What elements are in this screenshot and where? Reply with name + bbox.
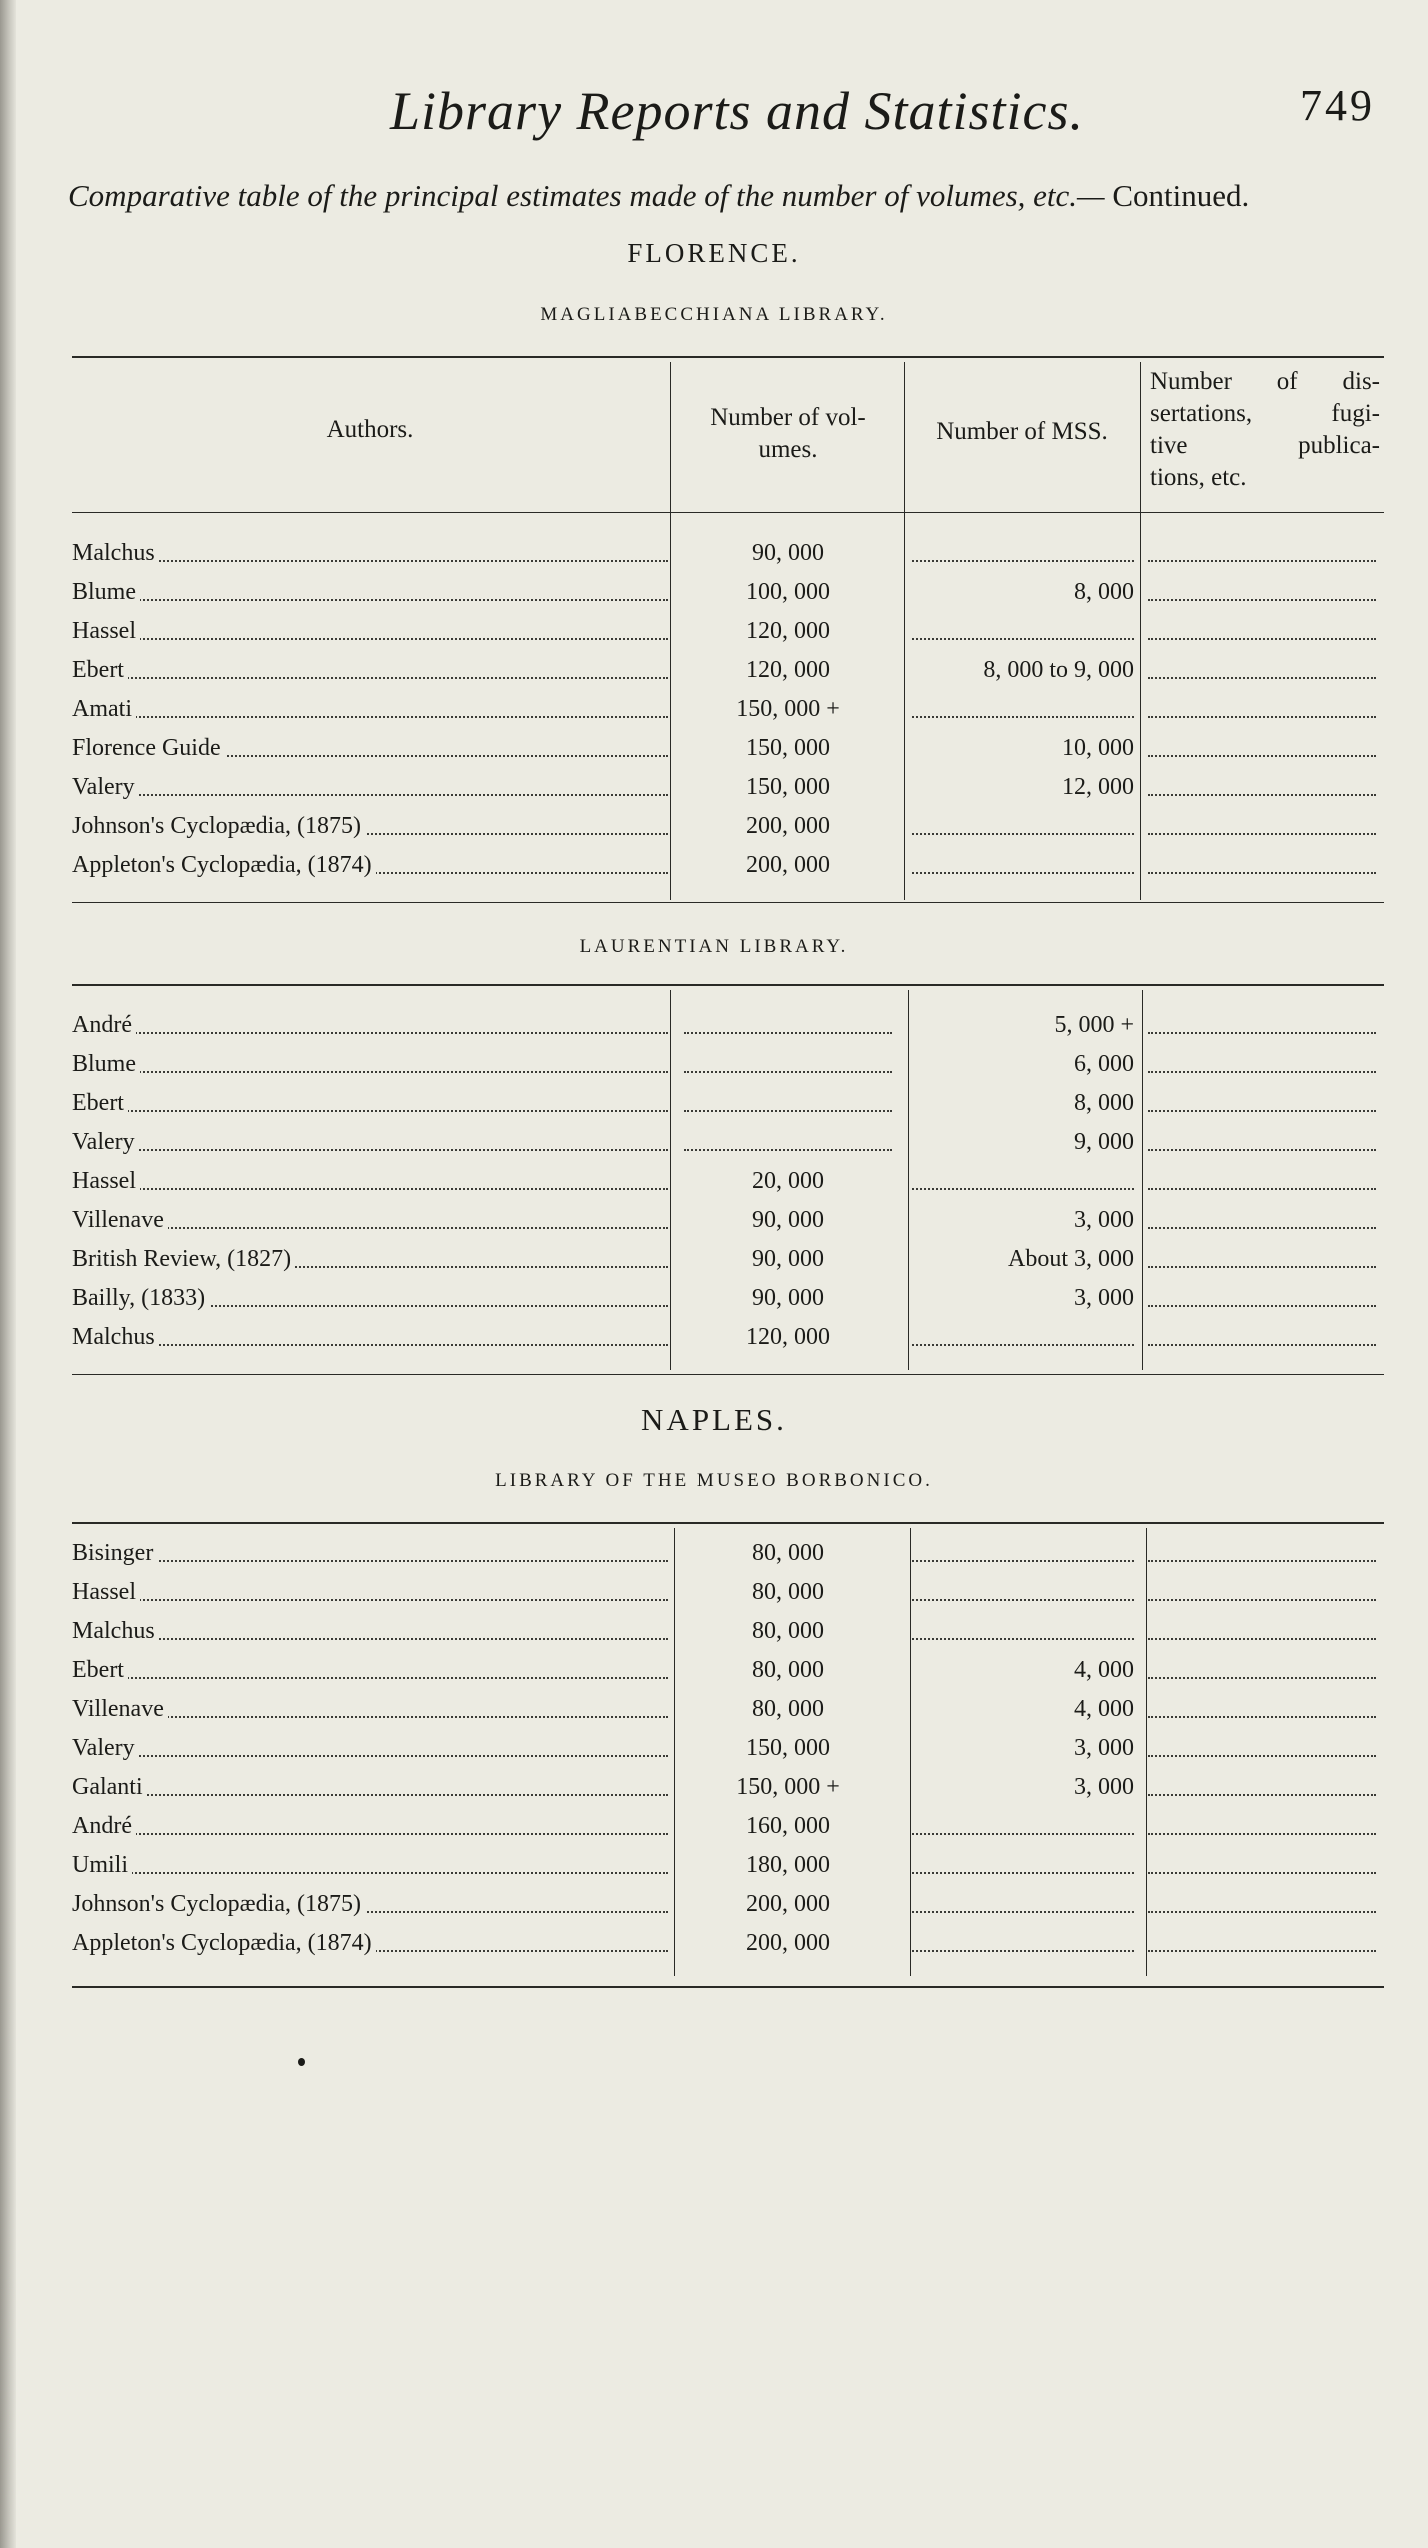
author-cell — [72, 1162, 668, 1200]
table-caption — [68, 178, 1388, 214]
dissertations-cell — [1148, 1084, 1376, 1122]
dissertations-cell — [1148, 1006, 1376, 1044]
volumes-cell: 80, 000 — [752, 1579, 824, 1605]
dotted-leader — [684, 1032, 892, 1034]
dotted-leader — [1148, 716, 1376, 718]
header-volumes-line: umes. — [758, 436, 818, 463]
table-top-rule — [72, 984, 1384, 986]
volumes-cell: 120, 000 — [746, 657, 830, 683]
author-cell — [72, 1846, 668, 1884]
dotted-leader — [1148, 1188, 1376, 1190]
dissertations-cell — [1148, 1885, 1376, 1923]
dotted-leader — [912, 1560, 1134, 1562]
dotted-leader — [912, 872, 1134, 874]
table-bottom-rule — [72, 902, 1384, 903]
author-cell — [72, 1279, 668, 1317]
dotted-leader — [912, 1911, 1134, 1913]
dotted-leader — [912, 833, 1134, 835]
author-cell — [72, 1924, 668, 1962]
mss-cell: 4, 000 — [1074, 1657, 1134, 1683]
author-cell — [72, 1084, 668, 1122]
mss-cell: 5, 000 + — [1054, 1012, 1134, 1038]
running-head-title: Library Reports and Statistics. — [390, 81, 1085, 141]
table-row — [0, 1807, 1428, 1845]
dotted-leader — [912, 1950, 1134, 1952]
dotted-leader — [1148, 1911, 1376, 1913]
volumes-cell: 120, 000 — [746, 618, 830, 644]
author-name: Malchus — [72, 1324, 159, 1350]
table-row — [0, 534, 1428, 572]
table-row — [0, 846, 1428, 884]
table-row — [0, 1651, 1428, 1689]
mss-cell — [912, 534, 1134, 572]
dotted-leader — [684, 1149, 892, 1151]
dotted-leader — [912, 1188, 1134, 1190]
volumes-cell — [678, 1006, 898, 1044]
table-row — [0, 690, 1428, 728]
mss-cell: 3, 000 — [1074, 1285, 1134, 1311]
table-row — [0, 1318, 1428, 1356]
dissertations-cell — [1148, 1201, 1376, 1239]
mss-cell: About 3, 000 — [1008, 1246, 1134, 1272]
mss-cell: 4, 000 — [1074, 1696, 1134, 1722]
dotted-leader — [1148, 1638, 1376, 1640]
dotted-leader — [1148, 1071, 1376, 1073]
author-name: Hassel — [72, 1168, 140, 1194]
dissertations-cell — [1148, 1924, 1376, 1962]
table-row — [0, 1084, 1428, 1122]
dotted-leader — [1148, 1716, 1376, 1718]
author-cell — [72, 1123, 668, 1161]
mss-cell — [912, 1807, 1134, 1845]
author-name: Ebert — [72, 1657, 128, 1683]
author-name: André — [72, 1813, 136, 1839]
dissertations-cell — [1148, 1279, 1376, 1317]
volumes-cell: 90, 000 — [752, 540, 824, 566]
section-library-magliabecchiana: MAGLIABECCHIANA LIBRARY. — [540, 304, 888, 325]
mss-cell — [912, 1924, 1134, 1962]
dissertations-cell — [1148, 1651, 1376, 1689]
dissertations-cell — [1148, 534, 1376, 572]
dotted-leader — [684, 1110, 892, 1112]
volumes-cell: 80, 000 — [752, 1696, 824, 1722]
mss-cell: 8, 000 — [1074, 579, 1134, 605]
author-cell — [72, 1045, 668, 1083]
mss-cell: 8, 000 to 9, 000 — [983, 657, 1134, 683]
dissertations-cell — [1148, 573, 1376, 611]
volumes-cell: 90, 000 — [752, 1246, 824, 1272]
author-cell — [72, 690, 668, 728]
mss-cell: 6, 000 — [1074, 1051, 1134, 1077]
author-name: Blume — [72, 579, 140, 605]
mss-cell: 3, 000 — [1074, 1735, 1134, 1761]
dotted-leader — [1148, 677, 1376, 679]
author-cell — [72, 1573, 668, 1611]
author-name: British Review, (1827) — [72, 1246, 295, 1272]
dissertations-cell — [1148, 1318, 1376, 1356]
volumes-cell: 200, 000 — [746, 1930, 830, 1956]
table-row — [0, 807, 1428, 845]
header-authors: Authors. — [326, 416, 414, 443]
table-bottom-rule — [72, 1986, 1384, 1988]
dissertations-cell — [1148, 1768, 1376, 1806]
volumes-cell: 150, 000 — [746, 735, 830, 761]
author-cell — [72, 1318, 668, 1356]
dotted-leader — [1148, 755, 1376, 757]
table-row — [0, 1006, 1428, 1044]
table-row — [0, 1885, 1428, 1923]
dotted-leader — [1148, 833, 1376, 835]
dotted-leader — [1148, 1755, 1376, 1757]
author-cell — [72, 573, 668, 611]
mss-cell: 10, 000 — [1062, 735, 1134, 761]
dotted-leader — [1148, 1833, 1376, 1835]
author-cell — [72, 1534, 668, 1572]
dotted-leader — [1148, 872, 1376, 874]
volumes-cell: 90, 000 — [752, 1285, 824, 1311]
table-top-rule — [72, 1522, 1384, 1524]
author-name: Appleton's Cyclopædia, (1874) — [72, 852, 376, 878]
dotted-leader — [1148, 1950, 1376, 1952]
author-cell — [72, 768, 668, 806]
volumes-cell — [678, 1084, 898, 1122]
table-row — [0, 768, 1428, 806]
table-row — [0, 1612, 1428, 1650]
dotted-leader — [1148, 1794, 1376, 1796]
author-name: Valery — [72, 774, 139, 800]
volumes-cell: 180, 000 — [746, 1852, 830, 1878]
header-dissertations-line: Number of dis- — [1150, 368, 1380, 395]
dotted-leader — [1148, 560, 1376, 562]
author-cell — [72, 1201, 668, 1239]
table-row — [0, 651, 1428, 689]
volumes-cell: 80, 000 — [752, 1657, 824, 1683]
author-name: Amati — [72, 696, 136, 722]
table-row — [0, 612, 1428, 650]
dotted-leader — [1148, 1305, 1376, 1307]
dotted-leader — [1148, 1599, 1376, 1601]
dotted-leader — [1148, 1110, 1376, 1112]
mss-cell — [912, 612, 1134, 650]
author-name: Valery — [72, 1735, 139, 1761]
dissertations-cell — [1148, 1612, 1376, 1650]
dotted-leader — [1148, 1560, 1376, 1562]
volumes-cell: 150, 000 + — [736, 696, 840, 722]
dissertations-cell — [1148, 1240, 1376, 1278]
author-cell — [72, 534, 668, 572]
dotted-leader — [1148, 1872, 1376, 1874]
dotted-leader — [912, 560, 1134, 562]
table-row — [0, 573, 1428, 611]
author-name: Johnson's Cyclopædia, (1875) — [72, 813, 365, 839]
table-row — [0, 1768, 1428, 1806]
table-row — [0, 1045, 1428, 1083]
dissertations-cell — [1148, 768, 1376, 806]
author-cell — [72, 1729, 668, 1767]
author-cell — [72, 1240, 668, 1278]
author-name: Ebert — [72, 1090, 128, 1116]
author-name: Florence Guide — [72, 735, 225, 761]
table-bottom-rule — [72, 1374, 1384, 1375]
author-name: Malchus — [72, 540, 159, 566]
mss-cell — [912, 807, 1134, 845]
dotted-leader — [1148, 1266, 1376, 1268]
table-row — [0, 1924, 1428, 1962]
dissertations-cell — [1148, 1123, 1376, 1161]
mss-cell: 3, 000 — [1074, 1774, 1134, 1800]
dissertations-cell — [1148, 1690, 1376, 1728]
dotted-leader — [1148, 638, 1376, 640]
table-row — [0, 1846, 1428, 1884]
author-name: Valery — [72, 1129, 139, 1155]
author-cell — [72, 612, 668, 650]
dissertations-cell — [1148, 846, 1376, 884]
dissertations-cell — [1148, 690, 1376, 728]
volumes-cell: 90, 000 — [752, 1207, 824, 1233]
dissertations-cell — [1148, 1534, 1376, 1572]
dotted-leader — [684, 1071, 892, 1073]
dotted-leader — [1148, 1677, 1376, 1679]
table-row — [0, 729, 1428, 767]
mss-cell — [912, 1573, 1134, 1611]
author-cell — [72, 1006, 668, 1044]
author-name: Hassel — [72, 1579, 140, 1605]
dissertations-cell — [1148, 1846, 1376, 1884]
author-name: Johnson's Cyclopædia, (1875) — [72, 1891, 365, 1917]
section-city-naples: NAPLES. — [641, 1402, 787, 1437]
author-name: Ebert — [72, 657, 128, 683]
author-name: André — [72, 1012, 136, 1038]
mss-cell — [912, 1612, 1134, 1650]
author-name: Malchus — [72, 1618, 159, 1644]
volumes-cell: 150, 000 + — [736, 1774, 840, 1800]
dotted-leader — [912, 716, 1134, 718]
header-dissertations-line: sertations, fugi- — [1150, 400, 1380, 427]
dotted-leader — [1148, 599, 1376, 601]
mss-cell — [912, 1534, 1134, 1572]
author-cell — [72, 729, 668, 767]
volumes-cell — [678, 1045, 898, 1083]
section-library-laurentian: LAURENTIAN LIBRARY. — [579, 936, 849, 957]
dotted-leader — [1148, 1227, 1376, 1229]
volumes-cell: 80, 000 — [752, 1618, 824, 1644]
author-name: Bailly, (1833) — [72, 1285, 209, 1311]
mss-cell — [912, 846, 1134, 884]
dotted-leader — [912, 638, 1134, 640]
volumes-cell: 160, 000 — [746, 1813, 830, 1839]
dotted-leader — [912, 1872, 1134, 1874]
mss-cell — [912, 1318, 1134, 1356]
volumes-cell: 20, 000 — [752, 1168, 824, 1194]
dissertations-cell — [1148, 1807, 1376, 1845]
dissertations-cell — [1148, 1162, 1376, 1200]
dotted-leader — [912, 1344, 1134, 1346]
header-dissertations-line: tive publica- — [1150, 432, 1380, 459]
table-row — [0, 1573, 1428, 1611]
volumes-cell: 150, 000 — [746, 774, 830, 800]
author-cell — [72, 1768, 668, 1806]
dotted-leader — [1148, 1149, 1376, 1151]
mss-cell — [912, 1846, 1134, 1884]
mss-cell — [912, 690, 1134, 728]
header-dissertations — [1150, 366, 1380, 494]
dotted-leader — [912, 1599, 1134, 1601]
volumes-cell: 200, 000 — [746, 852, 830, 878]
dotted-leader — [912, 1833, 1134, 1835]
author-name: Villenave — [72, 1207, 168, 1233]
author-name: Villenave — [72, 1696, 168, 1722]
table-row — [0, 1534, 1428, 1572]
volumes-cell: 150, 000 — [746, 1735, 830, 1761]
caption-italic: Comparative table of the principal estimates made of the number of volumes, etc.— — [68, 178, 1105, 213]
dissertations-cell — [1148, 729, 1376, 767]
table-row — [0, 1279, 1428, 1317]
mss-cell — [912, 1885, 1134, 1923]
dissertations-cell — [1148, 1045, 1376, 1083]
dotted-leader — [1148, 1344, 1376, 1346]
author-name: Appleton's Cyclopædia, (1874) — [72, 1930, 376, 1956]
header-volumes-line: Number of vol- — [710, 404, 866, 431]
mss-cell: 12, 000 — [1062, 774, 1134, 800]
mss-cell: 3, 000 — [1074, 1207, 1134, 1233]
author-name: Bisinger — [72, 1540, 157, 1566]
table-row — [0, 1201, 1428, 1239]
volumes-cell: 200, 000 — [746, 1891, 830, 1917]
header-dissertations-line: tions, etc. — [1150, 464, 1247, 491]
dissertations-cell — [1148, 612, 1376, 650]
header-volumes — [674, 402, 902, 466]
dissertations-cell — [1148, 651, 1376, 689]
author-name: Umili — [72, 1852, 132, 1878]
volumes-cell: 80, 000 — [752, 1540, 824, 1566]
table-row — [0, 1123, 1428, 1161]
header-mss: Number of MSS. — [936, 418, 1108, 445]
running-head — [0, 80, 1428, 150]
author-cell — [72, 651, 668, 689]
ink-dot — [298, 2058, 305, 2066]
table-row — [0, 1690, 1428, 1728]
author-cell — [72, 1612, 668, 1650]
author-cell — [72, 807, 668, 845]
dotted-leader — [1148, 794, 1376, 796]
author-cell — [72, 1651, 668, 1689]
section-city-florence: FLORENCE. — [627, 238, 801, 268]
author-cell — [72, 1807, 668, 1845]
mss-cell — [912, 1162, 1134, 1200]
volumes-cell: 200, 000 — [746, 813, 830, 839]
author-cell — [72, 1885, 668, 1923]
volumes-cell: 100, 000 — [746, 579, 830, 605]
dissertations-cell — [1148, 1573, 1376, 1611]
dotted-leader — [1148, 1032, 1376, 1034]
volumes-cell: 120, 000 — [746, 1324, 830, 1350]
author-name: Galanti — [72, 1774, 147, 1800]
mss-cell: 8, 000 — [1074, 1090, 1134, 1116]
dissertations-cell — [1148, 1729, 1376, 1767]
header-bottom-rule — [72, 512, 1384, 513]
table-row — [0, 1240, 1428, 1278]
page-number: 749 — [1300, 81, 1375, 130]
author-cell — [72, 846, 668, 884]
section-library-museo-borbonico: LIBRARY OF THE MUSEO BORBONICO. — [495, 1470, 933, 1491]
author-name: Blume — [72, 1051, 140, 1077]
author-name: Hassel — [72, 618, 140, 644]
dissertations-cell — [1148, 807, 1376, 845]
caption-continued: Continued. — [1104, 178, 1250, 213]
table-top-rule — [72, 356, 1384, 358]
mss-cell: 9, 000 — [1074, 1129, 1134, 1155]
table-row — [0, 1729, 1428, 1767]
dotted-leader — [912, 1638, 1134, 1640]
volumes-cell — [678, 1123, 898, 1161]
table-row — [0, 1162, 1428, 1200]
author-cell — [72, 1690, 668, 1728]
